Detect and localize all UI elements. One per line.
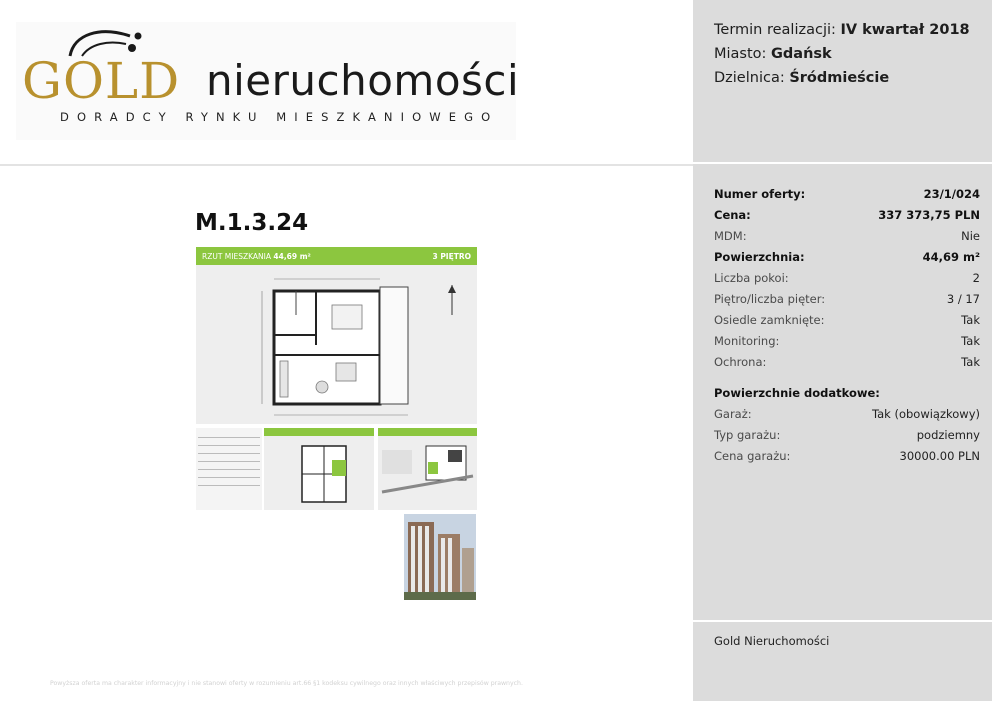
offer-row	[714, 351, 980, 372]
offer-label: Ochrona:	[714, 354, 767, 369]
plan-header-label: RZUT MIESZKANIA	[202, 251, 271, 261]
district-value: Śródmieście	[789, 70, 890, 86]
offer-details	[714, 183, 980, 466]
offer-row	[714, 288, 980, 309]
city-line	[714, 42, 970, 66]
offer-value: Nie	[961, 228, 980, 243]
extra-value: Tak (obowiązkowy)	[871, 406, 980, 421]
project-info	[714, 18, 970, 90]
extra-value: 30000.00 PLN	[899, 448, 980, 463]
offer-label: Piętro/liczba pięter:	[714, 291, 826, 306]
area-summary-row	[198, 454, 260, 462]
floor-plan-drawing	[196, 265, 477, 424]
completion-line	[714, 18, 970, 42]
floor-layout-thumbnail[interactable]	[264, 428, 374, 510]
plan-header-floor: 3 PIĘTRO	[432, 251, 471, 261]
building-render-image[interactable]	[404, 514, 476, 600]
area-summary-row	[198, 430, 260, 438]
extra-row	[714, 424, 980, 445]
completion-value: IV kwartał 2018	[840, 22, 970, 38]
extra-label: Cena garażu:	[714, 448, 791, 463]
site-plan-drawing	[378, 436, 477, 510]
offer-row	[714, 204, 980, 225]
offer-label: Osiedle zamknięte:	[714, 312, 825, 327]
area-summary-row	[198, 462, 260, 470]
sidebar-divider	[693, 620, 992, 622]
offer-row	[714, 225, 980, 246]
extra-row	[714, 445, 980, 466]
offer-row	[714, 330, 980, 351]
plan-header-area	[202, 252, 311, 261]
offer-value: 337 373,75 PLN	[878, 207, 980, 222]
apartment-title: M.1.3.24	[195, 210, 309, 236]
offer-value: 2	[972, 270, 980, 285]
plan-header-area-value: 44,69 m²	[273, 251, 311, 261]
offer-value: 3 / 17	[946, 291, 980, 306]
logo-tagline: DORADCY RYNKU MIESZKANIOWEGO	[60, 110, 499, 124]
floor-plan[interactable]	[196, 247, 477, 424]
site-plan-header	[378, 428, 477, 436]
area-summary-row	[198, 470, 260, 478]
area-summary-row	[198, 438, 260, 446]
offer-label: Numer oferty:	[714, 186, 806, 201]
offer-row	[714, 267, 980, 288]
offer-row	[714, 309, 980, 330]
footer-company: Gold Nieruchomości	[714, 634, 830, 648]
offer-label: Powierzchnia:	[714, 249, 805, 264]
offer-value: 23/1/024	[923, 186, 980, 201]
completion-label: Termin realizacji:	[714, 22, 836, 38]
company-logo	[16, 22, 520, 140]
logo-gold-text: GOLD	[22, 52, 181, 110]
offer-value: Tak	[961, 354, 980, 369]
area-summary-row	[198, 478, 260, 486]
logo-name-text: nieruchomości	[206, 56, 520, 105]
site-plan-thumbnail[interactable]	[378, 428, 477, 510]
offer-value: 44,69 m²	[922, 249, 980, 264]
district-label: Dzielnica:	[714, 70, 785, 86]
city-label: Miasto:	[714, 46, 767, 62]
offer-value: Tak	[961, 333, 980, 348]
offer-label: Cena:	[714, 207, 751, 222]
offer-label: Monitoring:	[714, 333, 780, 348]
area-summary-table	[196, 428, 262, 510]
extra-value: podziemny	[916, 427, 980, 442]
city-value: Gdańsk	[771, 46, 832, 62]
floor-layout-drawing	[264, 436, 374, 510]
extra-row	[714, 403, 980, 424]
offer-value: Tak	[961, 312, 980, 327]
floor-plan-header	[196, 247, 477, 265]
offer-row	[714, 246, 980, 267]
area-summary-row	[198, 446, 260, 454]
header-divider	[0, 164, 693, 166]
offer-row	[714, 183, 980, 204]
extra-areas-title: Powierzchnie dodatkowe:	[714, 385, 880, 400]
sidebar-divider	[693, 162, 992, 164]
legal-disclaimer: Powyższa oferta ma charakter informacyjny i nie stanowi oferty w rozumieniu art.66 §1 kodeksu cywilnego oraz innych właściwych przepisów prawnych.	[50, 680, 523, 687]
offer-label: Liczba pokoi:	[714, 270, 789, 285]
district-line	[714, 66, 970, 90]
floor-layout-header	[264, 428, 374, 436]
extra-label: Garaż:	[714, 406, 752, 421]
extra-label: Typ garażu:	[714, 427, 781, 442]
offer-label: MDM:	[714, 228, 747, 243]
